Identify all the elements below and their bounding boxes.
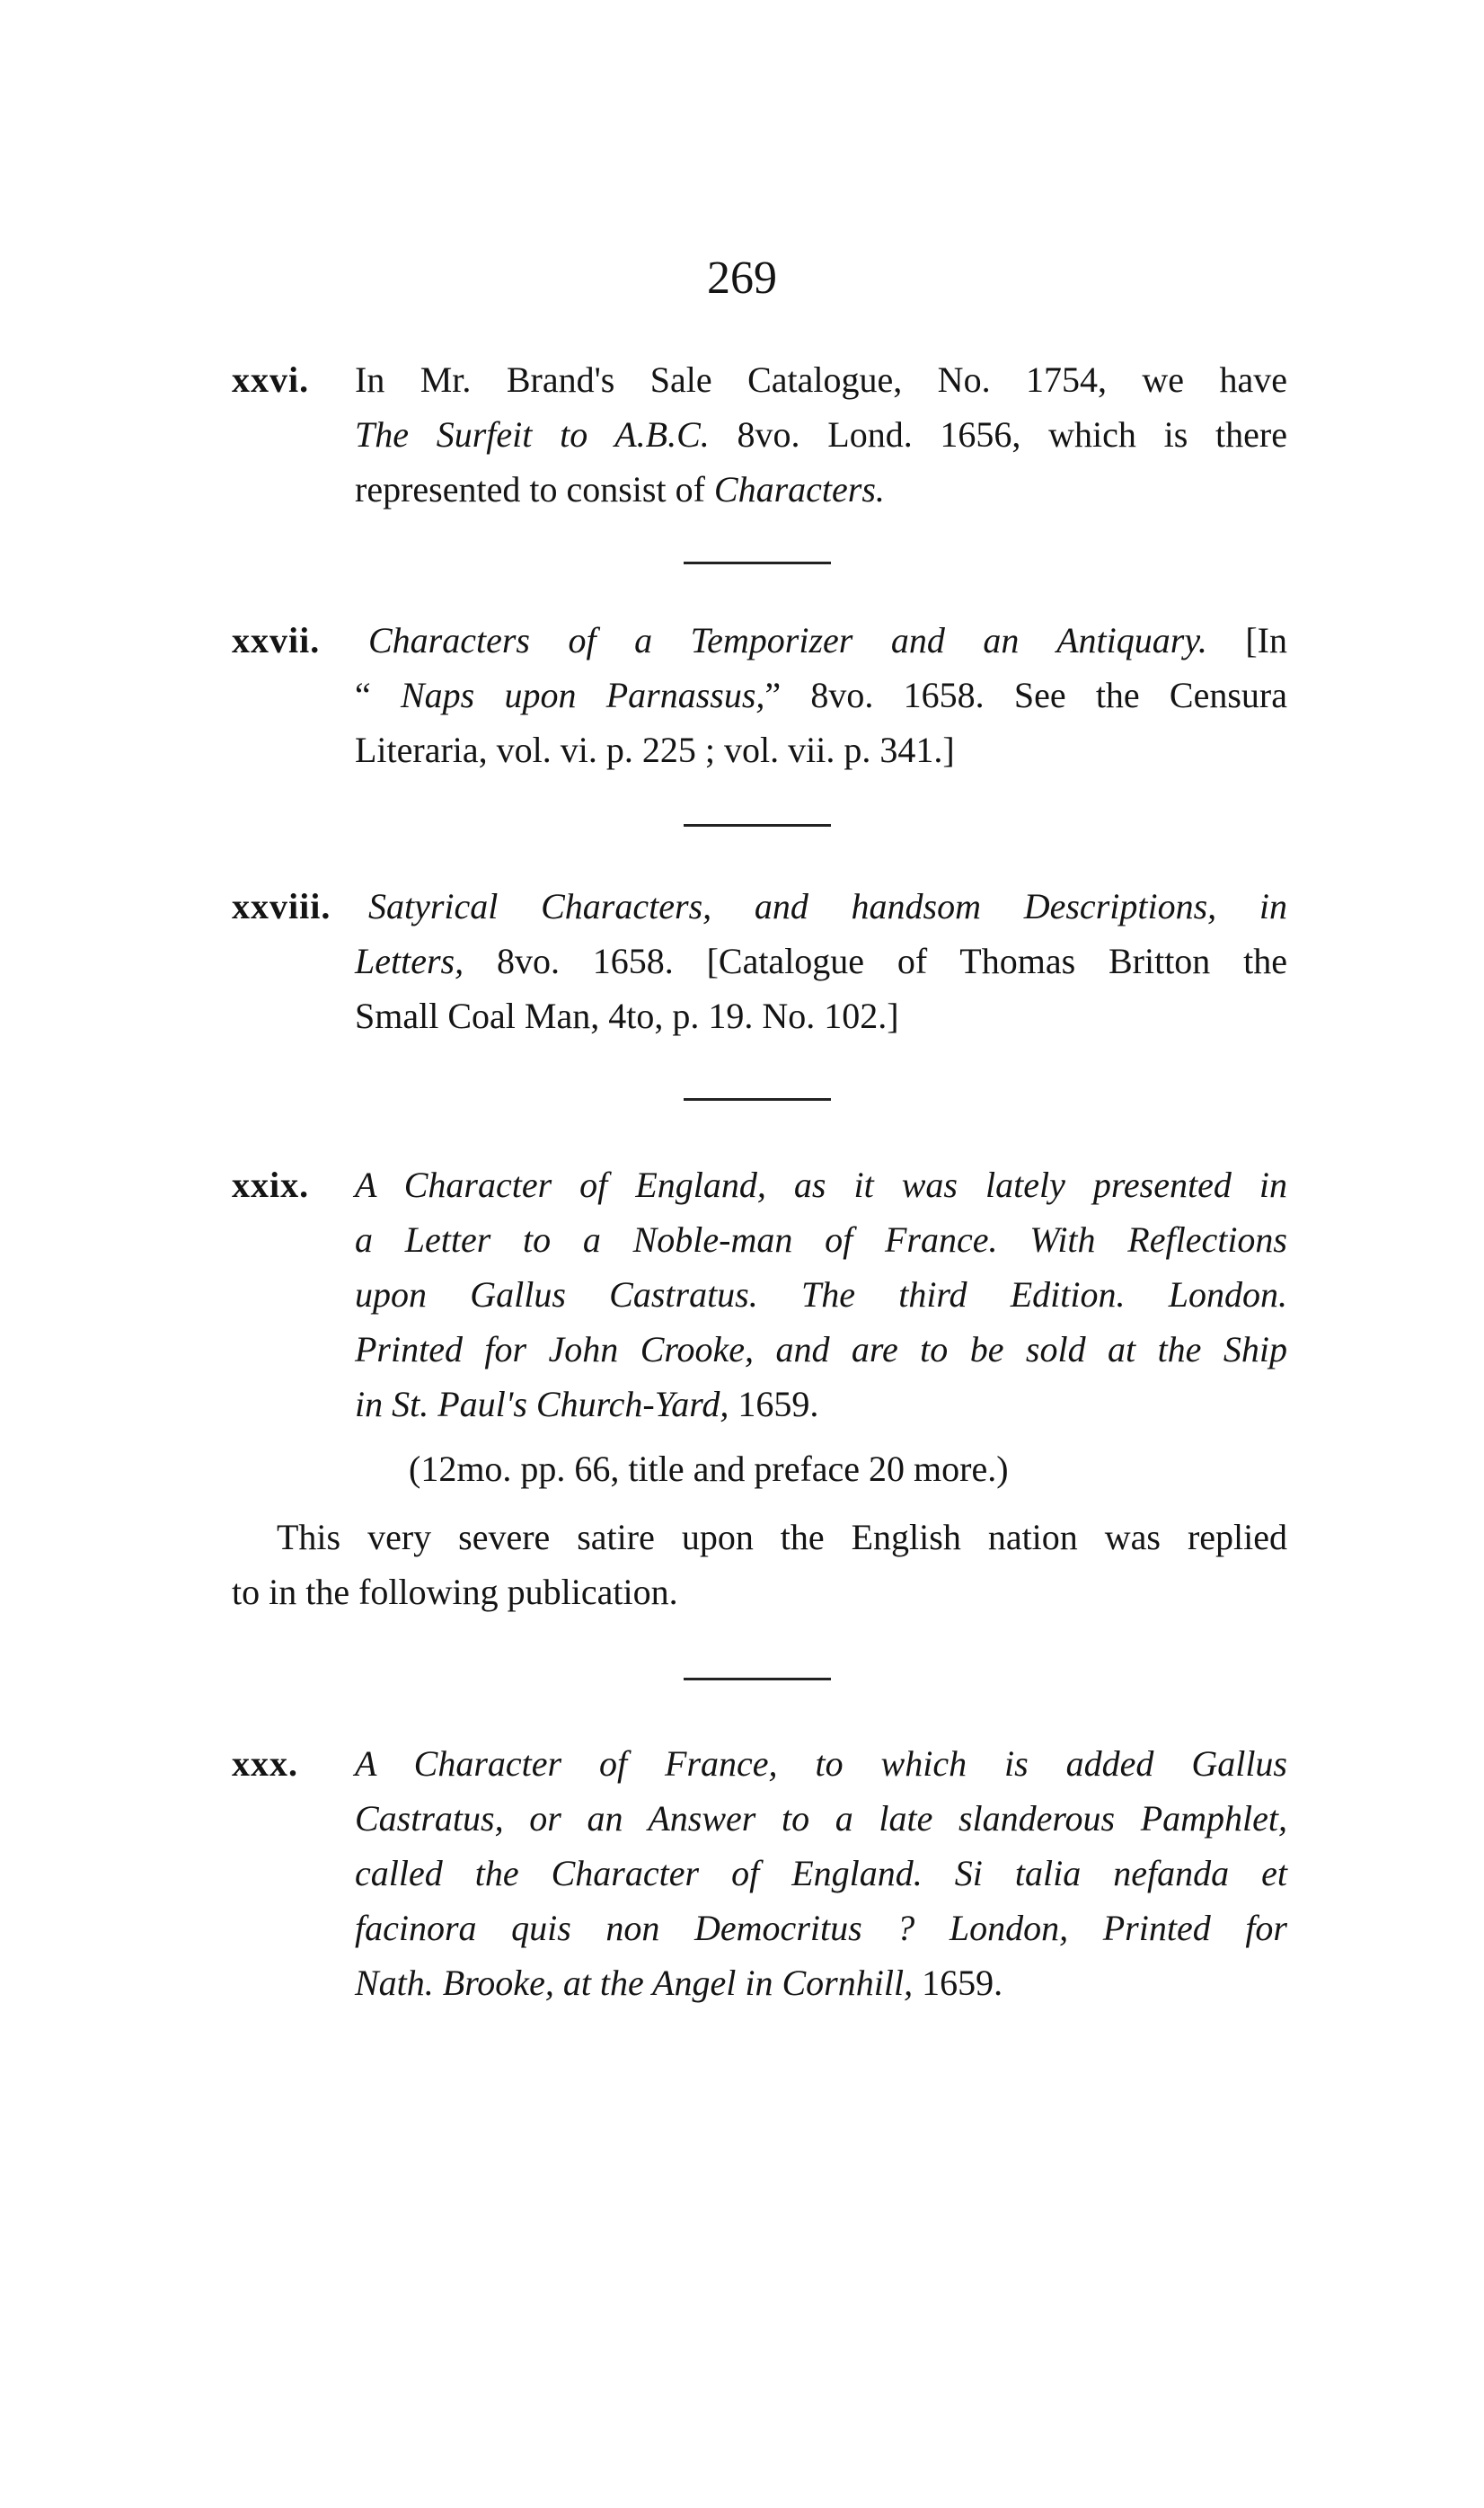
entry-line — [368, 879, 1287, 934]
entry-line: represented to consist of Characters. — [355, 469, 885, 510]
entry-line: in St. Paul's Church-Yard, 1659. — [355, 1384, 819, 1424]
entry-number: xxvi. — [232, 359, 310, 400]
entry-line: a Letter to a Noble-man of France. With Reflections — [355, 1219, 1287, 1260]
entry-xxvi — [232, 352, 1287, 517]
entry-xxix — [232, 1157, 1287, 1431]
section-divider — [684, 1678, 831, 1680]
entry-line: Literaria, vol. vi. p. 225 ; vol. vii. p. 341.] — [355, 730, 955, 770]
book-title: Naps upon Parnassus, — [400, 675, 765, 715]
entry-line: A Character of England, as it was lately presented in — [355, 1165, 1287, 1205]
entry-text — [355, 1157, 1287, 1431]
commentary-paragraph — [232, 1510, 1287, 1619]
entry-line: “ Naps upon Parnassus,” 8vo. 1658. See the Censura — [355, 675, 1287, 715]
entry-xxviii — [232, 879, 1287, 1043]
entry-line: called the Character of England. Si talia nefanda et — [355, 1853, 1287, 1893]
book-title: Characters of a Temporizer and an Antiquary. — [368, 620, 1207, 660]
entry-line: Small Coal Man, 4to, p. 19. No. 102.] — [355, 996, 899, 1036]
entry-number: xxx. — [232, 1743, 298, 1784]
entry-xxvii — [232, 613, 1287, 777]
paragraph-line: to in the following publication. — [232, 1572, 678, 1612]
entry-line: upon Gallus Castratus. The third Edition. London. — [355, 1274, 1287, 1315]
entry-text-continued — [355, 668, 1287, 777]
entry-text — [368, 613, 1287, 668]
section-divider — [684, 562, 831, 564]
section-divider — [684, 1098, 831, 1101]
entry-text — [355, 1736, 1287, 2010]
entry-line: Letters, 8vo. 1658. [Catalogue of Thomas Britton the — [355, 941, 1287, 981]
page-number: 269 — [707, 253, 777, 304]
paragraph-line: This very severe satire upon the English nation was replied — [277, 1517, 1287, 1557]
book-title: Satyrical Characters, and handsom Descriptions, in — [368, 886, 1287, 926]
entry-line: Castratus, or an Answer to a late slanderous Pamphlet, — [355, 1798, 1287, 1839]
entry-line: In Mr. Brand's Sale Catalogue, No. 1754, we have — [355, 359, 1287, 400]
entry-line: Characters of a Temporizer and an Antiquary. [In — [368, 620, 1288, 660]
entry-text — [355, 352, 1287, 517]
entry-line: The Surfeit to A.B.C. 8vo. Lond. 1656, which is there — [355, 414, 1287, 455]
entry-line: Printed for John Crooke, and are to be sold at the Ship — [355, 1329, 1287, 1369]
entry-number: xxix. — [232, 1165, 310, 1205]
entry-text — [368, 879, 1287, 934]
entry-number: xxviii. — [232, 886, 331, 926]
section-divider — [684, 824, 831, 827]
entry-text-continued — [355, 934, 1287, 1043]
book-title: The Surfeit to A.B.C. — [355, 414, 710, 455]
entry-line: A Character of France, to which is added Gallus — [355, 1743, 1287, 1784]
entry-xxx — [232, 1736, 1287, 2010]
entry-number: xxvii. — [232, 620, 321, 660]
entry-line: facinora quis non Democritus ? London, Printed for — [355, 1908, 1287, 1948]
format-note: (12mo. pp. 66, title and preface 20 more.) — [409, 1449, 1009, 1489]
entry-line: Nath. Brooke, at the Angel in Cornhill, 1659. — [355, 1963, 1003, 2003]
